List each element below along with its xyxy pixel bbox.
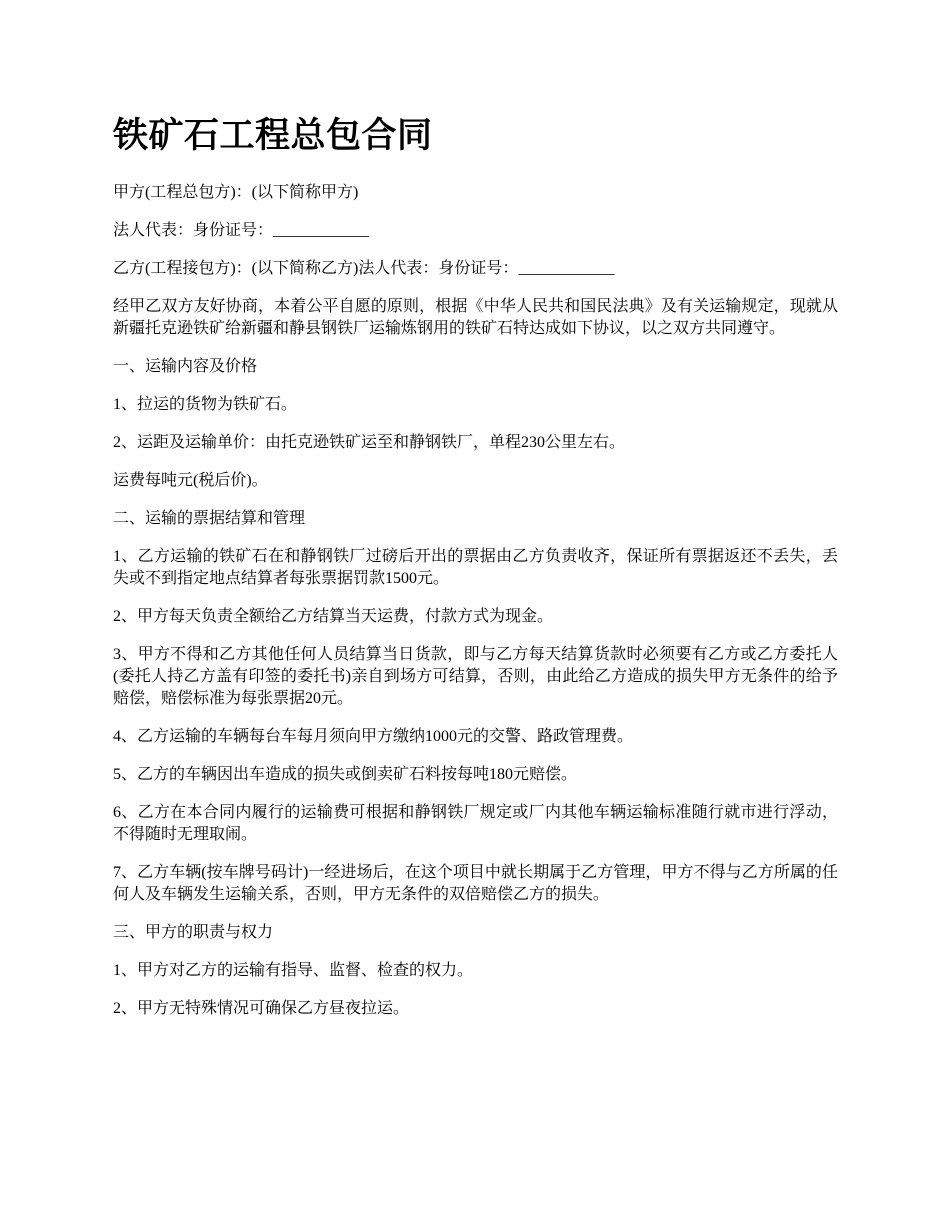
party-b-line: 乙方(工程接包方)：(以下简称乙方)法人代表：身份证号：____________ — [113, 260, 615, 277]
clause-3-1: 1、甲方对乙方的运输有指导、监督、检查的权力。 — [113, 962, 474, 979]
party-a-line: 甲方(工程总包方)：(以下简称甲方) — [113, 184, 359, 201]
clause-2-2: 2、甲方每天负责全额给乙方结算当天运费，付款方式为现金。 — [113, 608, 554, 625]
clause-1-2: 2、运距及运输单价：由托克逊铁矿运至和静钢铁厂，单程230公里左右。 — [113, 434, 626, 451]
clause-1-1: 1、拉运的货物为铁矿石。 — [113, 396, 298, 413]
clause-2-3: 3、甲方不得和乙方其他任何人员结算当日货款，即与乙方每天结算货款时必须要有乙方或乙方委托人(委托人持乙方盖有印签的委托书)亲自到场方可结算，否则，由此给乙方造成的损失甲方无条件的给予赔偿，赔偿标准为每张票据20元。 — [113, 646, 838, 707]
section-heading-3: 三、甲方的职责与权力 — [113, 924, 274, 941]
preamble-paragraph: 经甲乙双方友好协商，本着公平自愿的原则，根据《中华人民共和国民法典》及有关运输规定，现就从新疆托克逊铁矿给新疆和静县钢铁厂运输炼钢用的铁矿石特达成如下协议，以之双方共同遵守。 — [113, 298, 838, 337]
clause-2-5: 5、乙方的车辆因出车造成的损失或倒卖矿石料按每吨180元赔偿。 — [113, 766, 578, 783]
clause-2-4: 4、乙方运输的车辆每台车每月须向甲方缴纳1000元的交警、路政管理费。 — [113, 728, 634, 745]
legal-rep-a-line: 法人代表：身份证号：____________ — [113, 222, 370, 239]
document-title: 铁矿石工程总包合同 — [113, 115, 433, 156]
document-body — [113, 112, 838, 1036]
clause-2-6: 6、乙方在本合同内履行的运输费可根据和静钢铁厂规定或厂内其他车辆运输标准随行就市进行浮动，不得随时无理取闹。 — [113, 804, 838, 843]
section-heading-1: 一、运输内容及价格 — [113, 358, 258, 375]
clause-2-7: 7、乙方车辆(按车牌号码计)一经进场后，在这个项目中就长期属于乙方管理，甲方不得与乙方所属的任何人及车辆发生运输关系，否则，甲方无条件的双倍赔偿乙方的损失。 — [113, 864, 838, 903]
clause-3-2: 2、甲方无特殊情况可确保乙方昼夜拉运。 — [113, 1000, 410, 1017]
clause-2-1: 1、乙方运输的铁矿石在和静钢铁厂过磅后开出的票据由乙方负责收齐，保证所有票据返还不丢失，丢失或不到指定地点结算者每张票据罚款1500元。 — [113, 548, 838, 587]
clause-1-freight: 运费每吨元(税后价)。 — [113, 472, 268, 489]
section-heading-2: 二、运输的票据结算和管理 — [113, 510, 306, 527]
